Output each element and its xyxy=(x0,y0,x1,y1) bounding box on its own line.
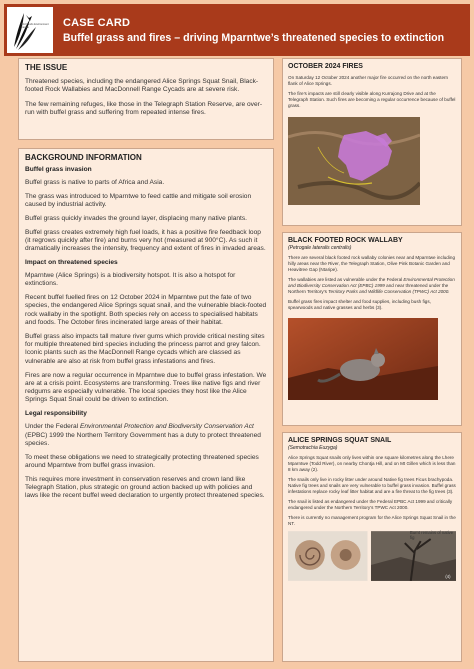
logo-caption: Arid Lands Environment Centre xyxy=(21,23,49,29)
bird-feathers-logo-icon xyxy=(10,9,50,51)
snail-heading: ALICE SPRINGS SQUAT SNAIL xyxy=(288,437,392,444)
snail-paragraph: The snails only live in rocky litter under around Native fig trees Ficus brachypoda. Native fig trees and snails are very vulnerable to buffel grass invasion. Buffel grass infestations replace rocky leaf litter habitat and are a fire threat to the fig trees (3). xyxy=(288,477,456,494)
background-paragraph: Recent buffel fuelled fires on 12 October 2024 in Mparntwe put the fate of two species, the endangered Alice Springs squat snail, and the vulnerable black-footed rock wallaby in the spotlight. Both species rely on access to specialised habitats and foods. The October fires incinerated large areas of their habitat. xyxy=(25,294,267,327)
subheading-legal: Legal responsibility xyxy=(25,410,87,418)
snail-paragraph: Alice Springs Squat snails only lives within one square kilometres along the Lhere Mparntwe (Todd River), on nearby Chontja Hill, and on Mt Gillen which is less than 8 km away (2). xyxy=(288,455,456,472)
wallaby-paragraph: There are several black footed rock wallaby colonies near and Mparntwe including hilly areas near the River, the Telegraph Station, Olive Pink Botanic Garden and Heavitree Gap (Ntaripe). xyxy=(288,255,455,272)
page-header xyxy=(4,4,470,56)
snail-scientific-name: (Semotrachia Euzyga) xyxy=(288,445,338,451)
snail-panel xyxy=(282,432,462,662)
background-paragraph: This requires more investment in conservation reserves and crown land like Telegraph Station, plus strategic on ground action backed up with policies and laws like the recent buffel weed declaration to urgently protect threatened species. xyxy=(25,475,265,500)
subheading-buffel-invasion: Buffel grass invasion xyxy=(25,166,92,173)
background-paragraph: Buffel grass also impacts tall mature river gums which provide critical nesting sites for multiple threatened bird species including the princess parrot and grey falcon. Iconic plants such as the MacDonnell Range cycads which are classed as vulnerable are also at risk from buffel grass infestations and fires. xyxy=(25,332,265,365)
wallaby-paragraph: Buffel grass fires impact shelter and food supplies, including bush figs, spearwoods and native grasses and herbs (3). xyxy=(288,299,431,310)
background-paragraph: Buffel grass creates extremely high fuel loads, it has a positive fire feedback loop (it regrows quickly after fire) and burns very hot (measured at 900°C). As such it dramatically increases the intensity, frequency and extent of fires in invaded areas. xyxy=(25,228,266,253)
case-card-label: CASE CARD xyxy=(63,16,131,29)
wallaby-paragraph: The wallabies are listed as vulnerable under the Federal Environmental Protection and Biodiversity Conservation Act (EPBC) 1999 and near threatened under the Northern Territory’s Territory Parks and Wildlife Conservation (TPWC) Act 2000. xyxy=(288,277,455,294)
fires-panel xyxy=(282,58,462,226)
issue-heading: THE ISSUE xyxy=(25,63,68,72)
snail-paragraph: There is currently no management program for the Alice Springs Squat Snail in the NT. xyxy=(288,515,456,526)
background-paragraph: Buffel grass is native to parts of Africa and Asia. xyxy=(25,179,165,186)
background-paragraph: Fires are now a regular occurrence in Mparntwe due to buffel grass infestation. We are at a crisis point. Ecosystems are transforming. Trees like native figs and river redgums are especially vulnerable. The local species they host like the Alice Springs Squat Snail could be driven to extinction. xyxy=(25,371,267,404)
issue-panel xyxy=(18,58,274,140)
background-paragraph: Under the Federal Environmental Protection and Biodiversity Conservation Act (EPBC) 1999 the Northern Territory Government has a duty to protect threatened species. xyxy=(25,423,261,447)
snail-paragraph: The snail is listed as endangered under the Federal EPBC Act 1999 and critically endangered under the Northern Territory’s TPWC Act 2000. xyxy=(288,499,453,510)
wallaby-scientific-name: (Petrogale lateralis centralis) xyxy=(288,245,352,251)
background-paragraph: The grass was introduced to Mparntwe to feed cattle and mitigate soil erosion caused by industrial activity. xyxy=(25,192,252,209)
background-panel xyxy=(18,148,274,662)
page-title: Buffel grass and fires – driving Mparntwe’s threatened species to extinction xyxy=(63,31,445,44)
organisation-logo xyxy=(7,7,53,53)
burnt-fig-caption: Burnt remains of native fig xyxy=(410,530,454,540)
subheading-threatened-species: Impact on threatened species xyxy=(25,259,118,267)
snail-shell-photo xyxy=(288,531,368,581)
fires-paragraph: The fire’s impacts are still clearly visible along Kurrajong Drive and at the Telegraph Station. Such fires are becoming a regular occurrence because of buffel grass. xyxy=(288,91,456,108)
background-heading: BACKGROUND INFORMATION xyxy=(25,153,142,162)
background-paragraph: Buffel grass quickly invades the ground layer, displacing many native plants. xyxy=(25,214,247,222)
fires-paragraph: On Saturday 12 October 2024 another major fire occurred on the north eastern flank of Alice Springs. xyxy=(288,75,449,86)
fires-heading: OCTOBER 2024 FIRES xyxy=(288,63,363,70)
background-paragraph: To meet these obligations we need to strategically protecting threatened species around Mparntwe from buffel grass invasion. xyxy=(25,453,259,469)
photo-reference: (4) xyxy=(444,573,451,579)
fire-extent-map xyxy=(288,117,420,205)
wallaby-panel xyxy=(282,232,462,426)
issue-paragraph: Threatened species, including the endangered Alice Springs Squat Snail, Black-footed Rock Wallabies and MacDonnell Range Cycads are at severe risk. xyxy=(25,78,259,94)
background-paragraph: Mparntwe (Alice Springs) is a biodiversity hotspot. It is also a hotspot for extinctions. xyxy=(25,272,236,288)
wallaby-heading: BLACK FOOTED ROCK WALLABY xyxy=(288,237,403,244)
wallaby-photo xyxy=(288,318,438,400)
issue-paragraph: The few remaining refuges, like those in the Telegraph Station Reserve, are over-run with buffel grass and suffering from repeated intense fires. xyxy=(25,100,263,117)
